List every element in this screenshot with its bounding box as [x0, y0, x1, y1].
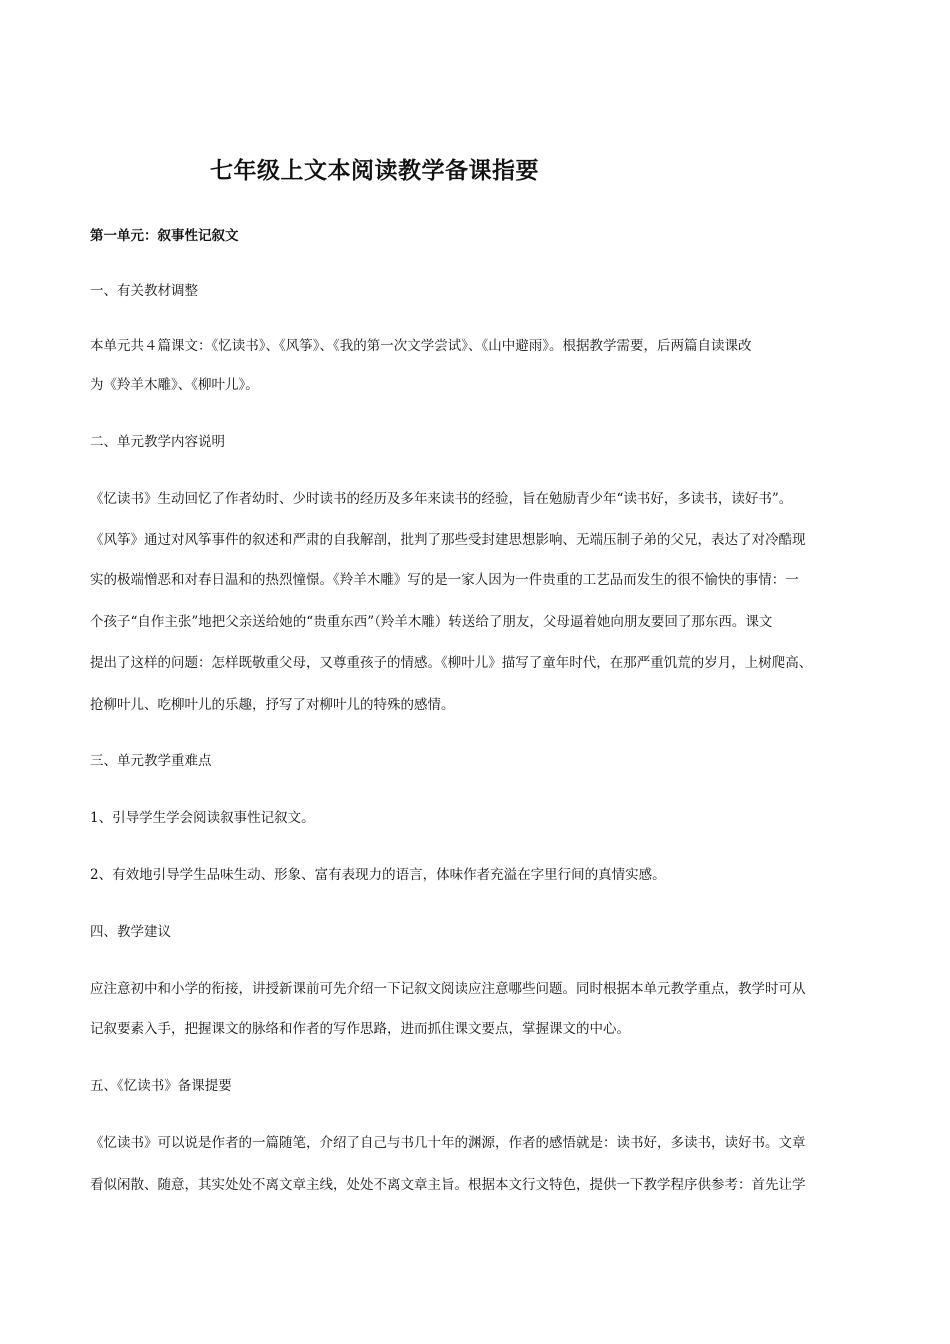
- paragraph-line: 实的极端憎恶和对春日温和的热烈憧憬。《羚羊木雕》写的是一家人因为一件贵重的工艺品而发生的很不愉快的事情：一: [90, 572, 799, 588]
- paragraph-line: 《忆读书》生动回忆了作者幼时、少时读书的经历及多年来读书的经验，旨在勉励青少年“读书好，多读书，读好书”。: [90, 491, 793, 507]
- paragraph-line: 抢柳叶儿、吃柳叶儿的乐趣，抒写了对柳叶儿的特殊的感情。: [90, 697, 455, 713]
- section-heading: 四、教学建议: [90, 924, 171, 940]
- paragraph-line: 记叙要素入手，把握课文的脉络和作者的写作思路，进而抓住课文要点，掌握课文的中心。: [90, 1021, 630, 1037]
- paragraph-line: 应注意初中和小学的衔接，讲授新课前可先介绍一下记叙文阅读应注意哪些问题。同时根据本单元教学重点，教学时可从: [90, 981, 806, 997]
- section-heading: 二、单元教学内容说明: [90, 434, 225, 450]
- paragraph-line: 为《羚羊木雕》、《柳叶儿》。: [90, 377, 259, 393]
- unit-heading: 第一单元：叙事性记叙文: [90, 228, 239, 244]
- paragraph-line: 本单元共４篇课文：《忆读书》、《风筝》、《我的第一次文学尝试》、《山中避雨》。根据教学需要，后两篇自读课改: [90, 338, 752, 354]
- section-heading: 三、单元教学重难点: [90, 753, 212, 769]
- paragraph-line: 个孩子“自作主张”地把父亲送给她的“贵重东西”（羚羊木雕）转送给了朋友，父母逼着她向朋友要回了那东西。课文: [90, 614, 773, 630]
- paragraph-line: 《忆读书》可以说是作者的一篇随笔，介绍了自己与书几十年的渊源，作者的感悟就是：读书好，多读书，读好书。文章: [90, 1135, 806, 1151]
- paragraph-line: 提出了这样的问题：怎样既敬重父母，又尊重孩子的情感。《柳叶儿》描写了童年时代，在那严重饥荒的岁月，上树爬高、: [90, 655, 813, 671]
- section-heading: 五、《忆读书》备课提要: [90, 1078, 232, 1094]
- document-title: 七年级上文本阅读教学备课指要: [210, 157, 539, 184]
- paragraph-line: 《风筝》通过对风筝事件的叙述和严肃的自我解剖，批判了那些受封建思想影响、无端压制子弟的父兄，表达了对冷酷现: [90, 532, 806, 548]
- list-item: 1、引导学生学会阅读叙事性记叙文。: [90, 810, 315, 826]
- paragraph-line: 看似闲散、随意，其实处处不离文章主线，处处不离文章主旨。根据本文行文特色，提供一下教学程序供参考：首先让学: [90, 1177, 806, 1193]
- list-item: 2、有效地引导学生品味生动、形象、富有表现力的语言，体味作者充溢在字里行间的真情实感。: [90, 867, 666, 883]
- section-heading: 一、有关教材调整: [90, 283, 198, 299]
